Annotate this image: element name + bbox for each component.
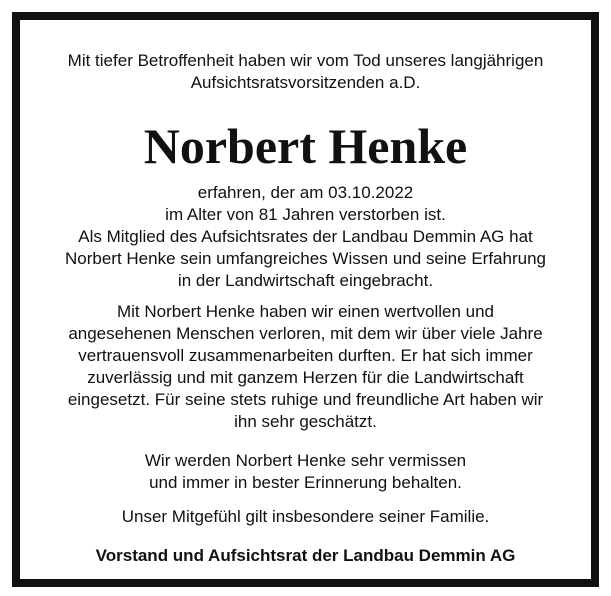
- paragraph-line: zuverlässig und mit ganzem Herzen für die Landwirtschaft: [87, 368, 524, 387]
- intro-line: Aufsichtsratsvorsitzenden a.D.: [190, 73, 421, 92]
- deceased-name: Norbert Henke: [143, 118, 468, 174]
- paragraph-line: vertrauensvoll zusammenarbeiten durften. Er hat sich immer: [78, 346, 533, 365]
- intro-text: [20, 50, 591, 94]
- obituary-frame: [12, 12, 599, 587]
- paragraph-line: erfahren, der am 03.10.2022: [197, 183, 414, 202]
- paragraph-line: Wir werden Norbert Henke sehr vermissen: [144, 451, 467, 470]
- paragraph-line: Mit Norbert Henke haben wir einen wertvollen und: [116, 302, 495, 321]
- paragraph-line: eingesetzt. Für seine stets ruhige und freundliche Art haben wir: [67, 390, 544, 409]
- paragraph-line: und immer in bester Erinnerung behalten.: [149, 473, 462, 492]
- paragraph-tribute: [20, 301, 591, 433]
- paragraph-line: ihn sehr geschätzt.: [234, 412, 377, 431]
- paragraph-line: angesehenen Menschen verloren, mit dem wir über viele Jahre: [68, 324, 543, 343]
- paragraph-line: Norbert Henke sein umfangreiches Wissen und seine Erfahrung: [65, 249, 546, 268]
- paragraph-condolence: [20, 506, 591, 528]
- paragraph-line: Als Mitglied des Aufsichtsrates der Landbau Demmin AG hat: [78, 227, 533, 246]
- signature: Vorstand und Aufsichtsrat der Landbau Demmin AG: [95, 546, 516, 565]
- paragraph-death-details: [20, 182, 591, 292]
- paragraph-line: in der Landwirtschaft eingebracht.: [177, 271, 434, 290]
- intro-line: Mit tiefer Betroffenheit haben wir vom Tod unseres langjährigen: [67, 51, 544, 70]
- obituary-content: [20, 20, 591, 579]
- paragraph-line: Unser Mitgefühl gilt insbesondere seiner Familie.: [121, 507, 490, 526]
- paragraph-line: im Alter von 81 Jahren verstorben ist.: [165, 205, 446, 224]
- paragraph-remembrance: [20, 450, 591, 494]
